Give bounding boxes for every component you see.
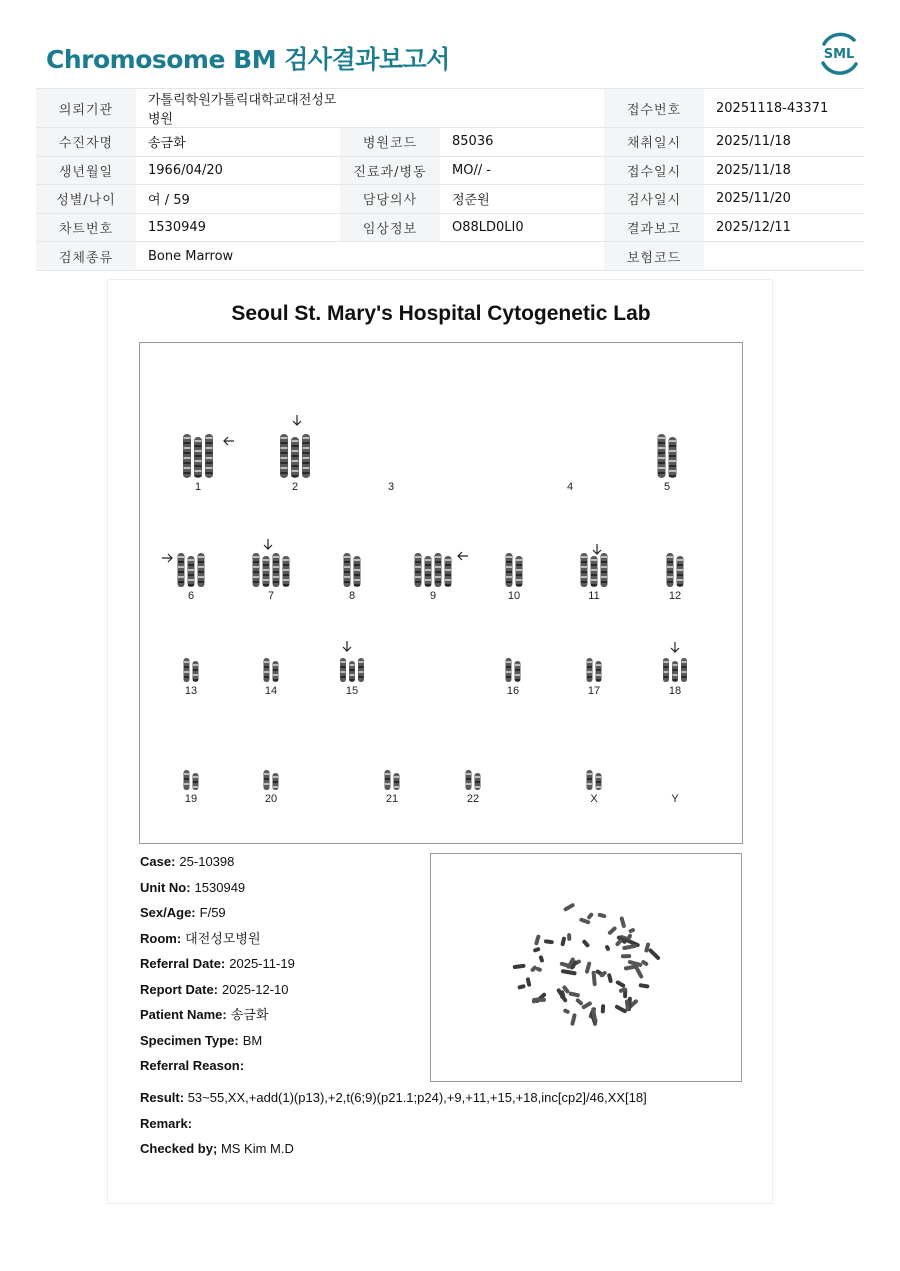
chromosome-label: 2: [291, 481, 299, 493]
info-value: 2025/12/11: [704, 213, 864, 242]
case-field-label: Specimen Type:: [140, 1032, 239, 1048]
chromosome: [264, 658, 270, 682]
chromosome: [601, 553, 608, 587]
chromosome: [264, 770, 270, 790]
case-info: [140, 854, 295, 1084]
chromosome: [506, 553, 513, 587]
case-field-value: F/59: [199, 905, 226, 920]
chromosome: [669, 437, 677, 478]
metaphase-chromosome: [570, 1013, 577, 1026]
case-field: [140, 1007, 295, 1033]
chromosome-label: 15: [345, 685, 359, 697]
chromosome: [587, 770, 593, 790]
page-title: Chromosome BM 검사결과보고서: [46, 45, 450, 74]
info-label: 검체종류: [36, 242, 136, 271]
arrow-icon: [343, 641, 351, 651]
chromosome: [435, 553, 442, 587]
info-label: 차트번호: [36, 213, 136, 242]
case-field-label: Patient Name:: [140, 1007, 227, 1022]
case-field: [140, 854, 295, 880]
info-value: 2025/11/18: [704, 156, 864, 185]
info-value: [440, 89, 604, 128]
metaphase-chromosome: [526, 977, 532, 987]
info-label: 담당의사: [340, 185, 440, 214]
info-label: 성별/나이: [36, 185, 136, 214]
case-field: [140, 880, 295, 906]
chromosome: [591, 556, 598, 587]
result-row: [140, 1090, 647, 1116]
case-field-value: 2025-11-19: [229, 956, 295, 971]
chromosome: [340, 658, 346, 682]
metaphase-chromosome: [517, 984, 526, 990]
chromosome: [658, 434, 666, 478]
metaphase-chromosome: [544, 939, 554, 944]
info-value: 1966/04/20: [136, 156, 340, 185]
checked-label: Checked by;: [140, 1141, 218, 1156]
chromosome: [445, 556, 452, 587]
chromosome: [515, 661, 521, 682]
chromosome-label: X: [590, 793, 598, 805]
chromosome: [344, 553, 351, 587]
remark-label: Remark:: [140, 1115, 193, 1131]
checked-value: MS Kim M.D: [220, 1141, 294, 1156]
chromosome-label: 6: [187, 590, 195, 602]
chromosome: [596, 773, 602, 790]
info-value: 2025/11/20: [704, 185, 864, 214]
chromosome: [302, 434, 310, 478]
chromosome: [193, 773, 199, 790]
chromosome: [193, 661, 199, 682]
chromosome-label: 16: [506, 685, 520, 697]
chromosome-label: 11: [588, 590, 600, 602]
chromosome: [385, 770, 391, 790]
result-value: 53~55,XX,+add(1)(p13),+2,t(6;9)(p21.1;p24),+9,+11,+15,+18,inc[cp2]/46,XX[18]: [187, 1090, 647, 1105]
case-field-value: 대전성모병원: [185, 930, 261, 946]
info-label: 임상정보: [340, 213, 440, 242]
arrow-icon: [593, 544, 601, 554]
remark-row: [140, 1116, 647, 1142]
chromosome-label: 4: [566, 481, 574, 493]
chromosome: [516, 556, 523, 587]
chromosome: [205, 434, 213, 478]
chromosome-label: 7: [267, 590, 275, 602]
chromosome: [273, 773, 279, 790]
info-row: [36, 242, 864, 271]
metaphase-chromosome: [622, 944, 637, 951]
info-value: [704, 242, 864, 271]
chromosome-label: 10: [507, 590, 521, 602]
metaphase-chromosome: [615, 980, 626, 989]
chromosome: [188, 556, 195, 587]
metaphase-chromosome: [624, 965, 636, 971]
arrow-icon: [162, 554, 172, 562]
metaphase-chromosome: [586, 912, 594, 920]
chromosome: [184, 770, 190, 790]
metaphase-chromosome: [621, 954, 631, 958]
case-field-label: Room:: [140, 930, 182, 946]
checked-row: [140, 1141, 647, 1167]
chromosome: [677, 556, 684, 587]
cytogenetic-report: [107, 279, 773, 1204]
metaphase-chromosome: [619, 916, 626, 928]
result-block: [140, 1090, 647, 1167]
case-field: [140, 982, 295, 1008]
chromosome: [194, 437, 202, 478]
info-value: 여 / 59: [136, 185, 340, 214]
arrow-icon: [671, 642, 679, 652]
info-value: 정준원: [440, 185, 604, 214]
info-value: 85036: [440, 128, 604, 157]
logo-text: SML: [823, 47, 855, 62]
case-field-label: Case:: [140, 854, 176, 869]
chromosome-label: 1: [194, 481, 202, 493]
info-label: 수진자명: [36, 128, 136, 157]
metaphase-chromosome: [607, 973, 613, 983]
arrow-icon: [224, 437, 234, 445]
result-label: Result:: [140, 1090, 185, 1105]
info-value: 1530949: [136, 213, 340, 242]
case-field-value: 2025-12-10: [222, 981, 289, 997]
chromosome-label: 21: [385, 793, 399, 805]
metaphase-chromosome: [568, 991, 580, 997]
chromosome: [358, 658, 364, 682]
chromosome-label: 12: [668, 590, 682, 602]
metaphase-chromosome: [628, 927, 636, 933]
case-field-value: BM: [242, 1032, 263, 1048]
chromosome-label: 13: [184, 685, 198, 697]
metaphase-chromosome: [638, 983, 649, 989]
info-value: 20251118-43371: [704, 89, 864, 128]
arrow-icon: [458, 552, 468, 560]
chromosome-label: 9: [429, 590, 437, 602]
metaphase-chromosome: [604, 944, 610, 951]
metaphase-chromosome: [538, 955, 544, 963]
info-label: 접수일시: [604, 156, 704, 185]
info-value: Bone Marrow: [136, 242, 340, 271]
metaphase-image: [430, 853, 742, 1082]
case-field: [140, 956, 295, 982]
chromosome: [394, 773, 400, 790]
metaphase-chromosome: [560, 936, 566, 946]
chromosome: [663, 658, 669, 682]
chromosome: [415, 553, 422, 587]
chromosome: [349, 661, 355, 682]
metaphase-chromosome: [585, 961, 592, 974]
info-label: [340, 242, 440, 271]
arrow-icon: [293, 415, 301, 425]
info-label: 병원코드: [340, 128, 440, 157]
chromosome-label: 17: [587, 685, 601, 697]
metaphase-chromosome: [607, 926, 617, 936]
metaphase-chromosome: [597, 912, 607, 918]
case-field-label: Report Date:: [140, 981, 219, 997]
info-label: 결과보고: [604, 213, 704, 242]
metaphase-chromosome: [581, 1001, 593, 1010]
info-label: [340, 89, 440, 128]
chromosome: [581, 553, 588, 587]
info-label: 검사일시: [604, 185, 704, 214]
info-row: [36, 185, 864, 214]
info-value: 송금화: [136, 128, 340, 157]
chromosome: [587, 658, 593, 682]
chromosome-label: 3: [387, 481, 395, 493]
info-value: 2025/11/18: [704, 128, 864, 157]
chromosome: [506, 658, 512, 682]
chromosome: [280, 434, 288, 478]
chromosome: [283, 556, 290, 587]
metaphase-chromosome: [575, 998, 584, 1007]
chromosome-label: 8: [348, 590, 356, 602]
case-field-label: Referral Reason:: [140, 1058, 245, 1073]
chromosome: [354, 556, 361, 587]
metaphase-chromosome: [563, 902, 575, 912]
metaphase-chromosome: [561, 969, 577, 976]
chromosome: [475, 773, 481, 790]
info-value: 가톨릭학원가톨릭대학교대전성모병원: [136, 89, 340, 128]
chromosome: [672, 661, 678, 682]
metaphase-chromosome: [567, 933, 571, 941]
info-row: [36, 128, 864, 157]
chromosome-label: 18: [668, 685, 682, 697]
metaphase-chromosome: [513, 964, 526, 970]
chromosome: [183, 434, 191, 478]
metaphase-chromosome: [634, 965, 644, 979]
chromosome: [198, 553, 205, 587]
metaphase-chromosome: [534, 934, 541, 946]
chromosome-label: 20: [264, 793, 278, 805]
case-field-value: 25-10398: [179, 854, 235, 869]
info-label: 의뢰기관: [36, 89, 136, 128]
chromosome: [263, 556, 270, 587]
chromosome-label: 5: [663, 481, 671, 493]
info-label: 진료과/병동: [340, 156, 440, 185]
case-field: [140, 1058, 295, 1084]
patient-info-table: [36, 88, 864, 271]
arrow-icon: [264, 539, 272, 549]
chromosome: [273, 553, 280, 587]
metaphase-chromosome: [601, 1004, 606, 1013]
case-field: [140, 931, 295, 957]
info-row: [36, 156, 864, 185]
chromosome: [667, 553, 674, 587]
karyotype-panel: [139, 342, 743, 844]
case-field: [140, 905, 295, 931]
case-field-value: 1530949: [194, 879, 246, 895]
metaphase-chromosome: [581, 939, 590, 948]
case-field: [140, 1033, 295, 1059]
metaphase-chromosome: [563, 1008, 571, 1014]
info-label: 생년월일: [36, 156, 136, 185]
chromosome: [466, 770, 472, 790]
metaphase-chromosome: [533, 947, 541, 953]
case-field-label: Unit No:: [140, 879, 191, 895]
case-field-label: Referral Date:: [140, 956, 226, 971]
sml-logo: [816, 30, 862, 76]
metaphase-chromosome: [648, 948, 661, 961]
chromosome-label: 22: [466, 793, 480, 805]
chromosome-label: 14: [264, 685, 278, 697]
info-label: 보험코드: [604, 242, 704, 271]
chromosome: [273, 661, 279, 682]
case-field-label: Sex/Age:: [140, 905, 196, 920]
info-value: [440, 242, 604, 271]
info-label: 접수번호: [604, 89, 704, 128]
chromosome: [178, 553, 185, 587]
info-label: 채취일시: [604, 128, 704, 157]
chromosome: [681, 658, 687, 682]
info-row: [36, 213, 864, 242]
chromosome: [291, 437, 299, 478]
chromosome: [425, 556, 432, 587]
chromosome: [184, 658, 190, 682]
info-value: O88LD0LI0: [440, 213, 604, 242]
chromosome-label: 19: [184, 793, 198, 805]
info-row: [36, 89, 864, 128]
lab-title: Seoul St. Mary's Hospital Cytogenetic Lab: [231, 302, 651, 325]
case-field-value: 송금화: [230, 1007, 269, 1022]
info-value: MO// -: [440, 156, 604, 185]
chromosome-label: Y: [671, 793, 679, 805]
chromosome: [253, 553, 260, 587]
chromosome: [596, 661, 602, 682]
